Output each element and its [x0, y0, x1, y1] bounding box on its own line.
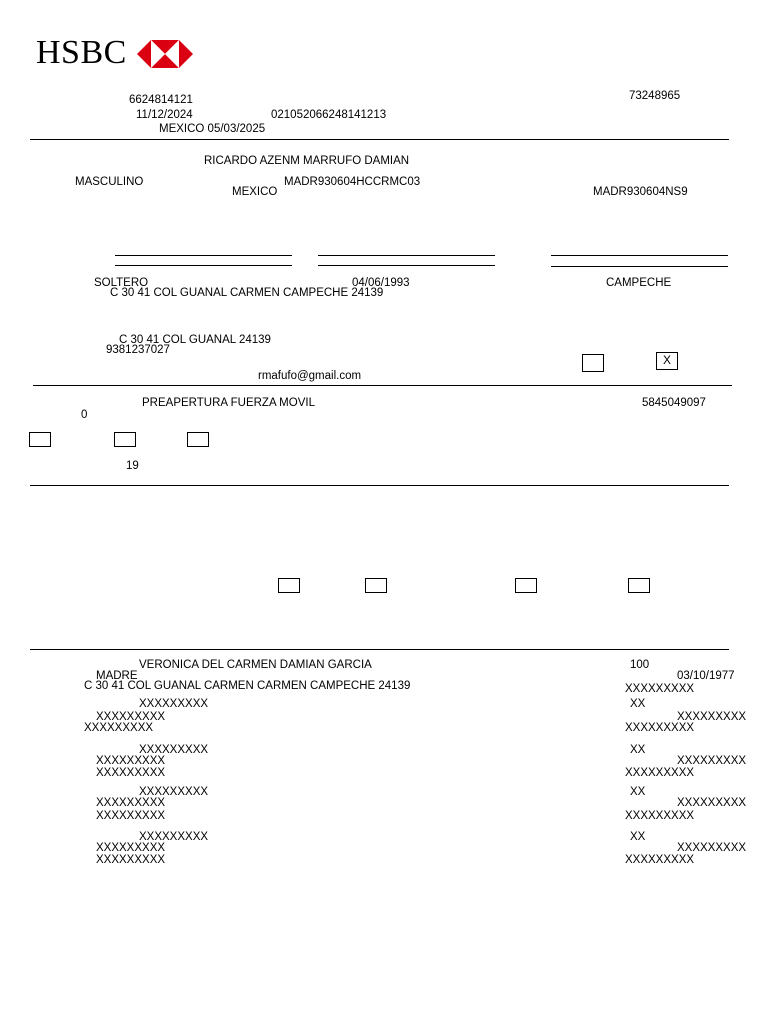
- checkbox[interactable]: [187, 432, 209, 447]
- phone-id: 6624814121: [129, 94, 193, 106]
- beneficiary-name: XXXXXXXXX: [139, 698, 209, 710]
- beneficiary-address: XXXXXXXXX: [84, 722, 154, 734]
- hexagon-logo-icon: [137, 40, 193, 68]
- checkbox[interactable]: [114, 432, 136, 447]
- reference-number: 73248965: [629, 90, 681, 102]
- beneficiary-address: XXXXXXXXX: [96, 767, 166, 779]
- beneficiary-extra: XXXXXXXXX: [625, 683, 695, 695]
- client-phone: 9381237027: [106, 344, 170, 356]
- client-address-alt: C 30 41 COL GUANAL 24139: [119, 334, 271, 346]
- signature-line: [551, 266, 728, 267]
- account-number-19: 19: [126, 460, 139, 472]
- beneficiary-birth-date: XXXXXXXXX: [677, 711, 747, 723]
- beneficiary-relationship: MADRE: [96, 670, 138, 682]
- divider: [33, 385, 732, 386]
- divider: [30, 649, 729, 650]
- beneficiary-birth-date: XXXXXXXXX: [677, 755, 747, 767]
- divider: [30, 485, 729, 486]
- beneficiary-birth-date: XXXXXXXXX: [677, 842, 747, 854]
- signature-line: [551, 255, 728, 256]
- beneficiary-relationship: XXXXXXXXX: [96, 755, 166, 767]
- checkbox[interactable]: [365, 578, 387, 593]
- beneficiary-extra: XXXXXXXXX: [625, 722, 695, 734]
- account-number: 5845049097: [642, 397, 706, 409]
- checkbox[interactable]: [628, 578, 650, 593]
- beneficiary-extra: XXXXXXXXX: [625, 810, 695, 822]
- client-curp: MADR930604HCCRMC03: [284, 176, 421, 188]
- client-marital-status: SOLTERO: [94, 277, 149, 289]
- beneficiary-name: VERONICA DEL CARMEN DAMIAN GARCIA: [139, 659, 372, 671]
- beneficiary-address: C 30 41 COL GUANAL CARMEN CARMEN CAMPECHE 24139: [84, 680, 411, 692]
- checkbox[interactable]: [278, 578, 300, 593]
- divider: [30, 139, 729, 140]
- checkbox[interactable]: [582, 354, 604, 372]
- beneficiary-percentage: XX: [630, 698, 646, 710]
- client-birth-date: 04/06/1993: [352, 277, 410, 289]
- beneficiary-percentage: XX: [630, 786, 646, 798]
- beneficiary-birth-date: XXXXXXXXX: [677, 797, 747, 809]
- client-address: C 30 41 COL GUANAL CARMEN CAMPECHE 24139: [110, 287, 384, 299]
- beneficiary-name: XXXXXXXXX: [139, 786, 209, 798]
- account-zero-value: 0: [81, 409, 88, 421]
- signature-line: [318, 255, 495, 256]
- checkbox[interactable]: [515, 578, 537, 593]
- beneficiary-relationship: XXXXXXXXX: [96, 842, 166, 854]
- beneficiary-birth-date: 03/10/1977: [677, 670, 735, 682]
- account-product: PREAPERTURA FUERZA MOVIL: [142, 397, 315, 409]
- client-gender: MASCULINO: [75, 176, 144, 188]
- checkbox[interactable]: [29, 432, 51, 447]
- folio-number: 021052066248141213: [271, 109, 387, 121]
- beneficiary-percentage: 100: [630, 659, 650, 671]
- signature-line: [115, 255, 292, 256]
- client-full-name: RICARDO AZENM MARRUFO DAMIAN: [204, 155, 410, 167]
- client-nationality: MEXICO: [232, 186, 278, 198]
- client-birth-state: CAMPECHE: [606, 277, 672, 289]
- signature-line: [318, 265, 495, 266]
- header-date: 11/12/2024: [136, 109, 193, 121]
- beneficiary-relationship: XXXXXXXXX: [96, 711, 166, 723]
- beneficiary-relationship: XXXXXXXXX: [96, 797, 166, 809]
- client-rfc: MADR930604NS9: [593, 186, 688, 198]
- beneficiary-name: XXXXXXXXX: [139, 744, 209, 756]
- beneficiary-address: XXXXXXXXX: [96, 810, 166, 822]
- beneficiary-address: XXXXXXXXX: [96, 854, 166, 866]
- logo-wordmark: HSBC: [36, 34, 127, 71]
- beneficiary-extra: XXXXXXXXX: [625, 767, 695, 779]
- beneficiary-percentage: XX: [630, 744, 646, 756]
- signature-line: [115, 265, 292, 266]
- checkbox-checked[interactable]: X: [656, 352, 678, 370]
- beneficiary-extra: XXXXXXXXX: [625, 854, 695, 866]
- beneficiary-name: XXXXXXXXX: [139, 831, 209, 843]
- place-date: MEXICO 05/03/2025: [159, 123, 266, 135]
- client-email: rmafufo@gmail.com: [258, 370, 362, 382]
- beneficiary-percentage: XX: [630, 831, 646, 843]
